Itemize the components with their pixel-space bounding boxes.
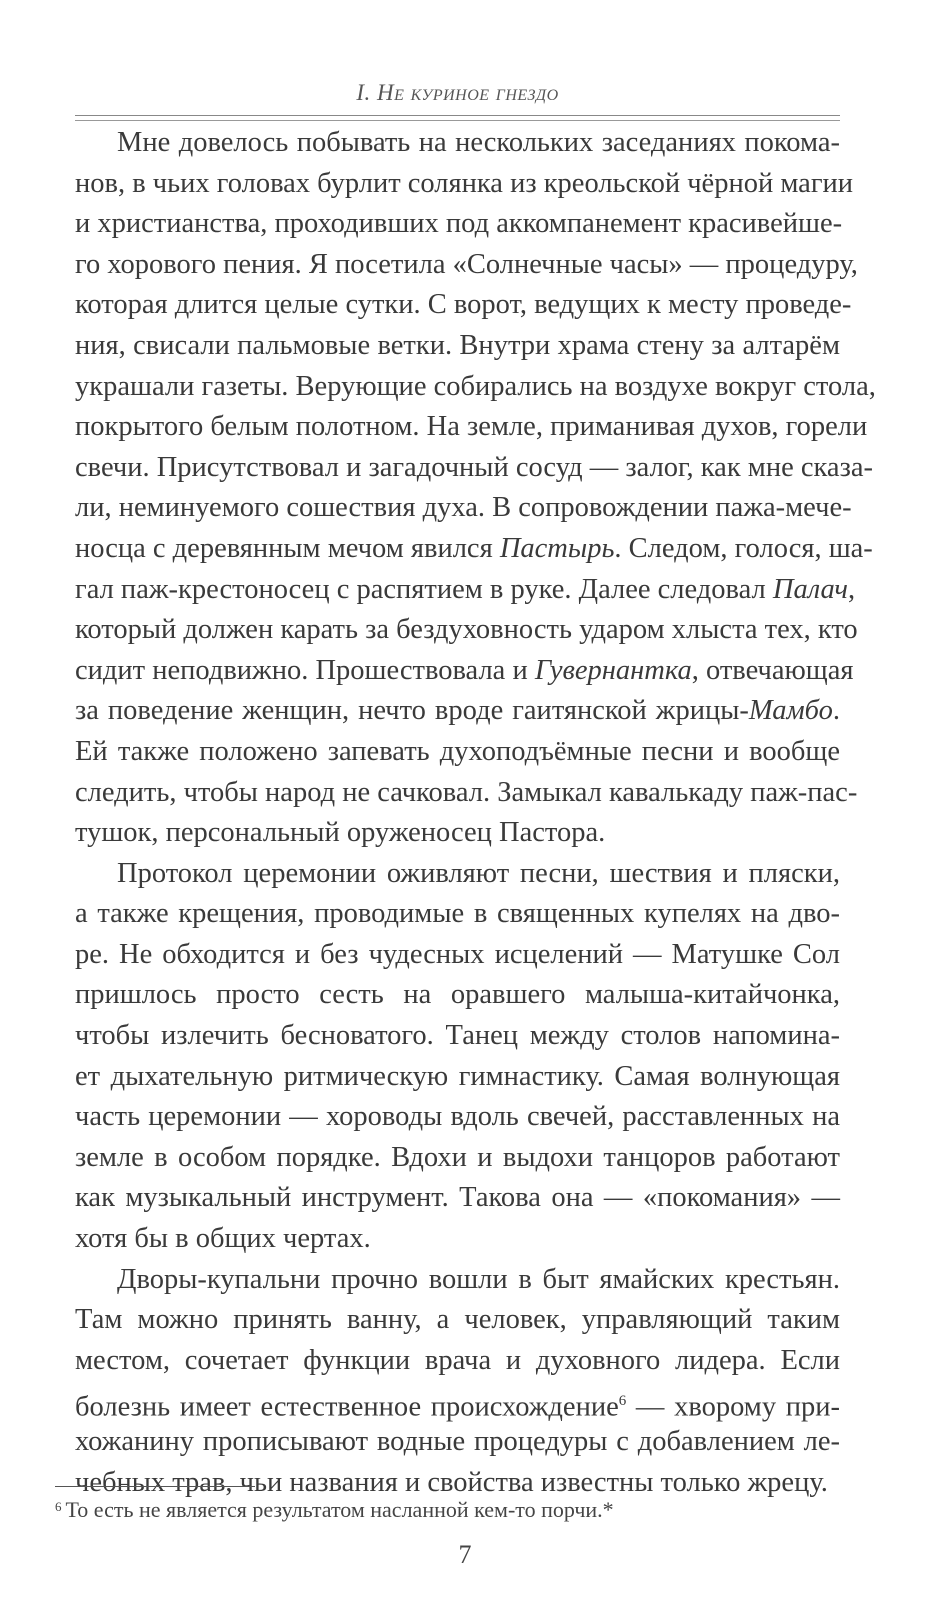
text-segment: — хворому при- bbox=[626, 1391, 840, 1423]
footnote-separator bbox=[55, 1486, 255, 1487]
text-segment: тушок, персональный оруженосец Пастора. bbox=[75, 817, 606, 849]
paragraph bbox=[75, 1260, 840, 1504]
text-line bbox=[75, 732, 840, 773]
italic-term: Палач bbox=[772, 573, 848, 605]
text-line bbox=[75, 204, 843, 245]
text-line bbox=[75, 1381, 840, 1422]
text-segment: , bbox=[847, 573, 856, 605]
text-line bbox=[75, 1219, 840, 1260]
text-line bbox=[75, 773, 858, 814]
text-segment: , отвечающая bbox=[691, 654, 854, 686]
header-rule-thin bbox=[75, 120, 840, 121]
text-line bbox=[75, 1178, 840, 1219]
text-segment: украшали газеты. Верующие собирались на воздухе вокруг стола, bbox=[75, 370, 876, 402]
text-line bbox=[75, 448, 873, 489]
text-segment: Дворы-купальни прочно вошли в быт ямайских крестьян. bbox=[117, 1263, 840, 1295]
text-segment: болезнь имеет естественное происхождение bbox=[75, 1391, 619, 1423]
text-segment: . Следом, голося, ша- bbox=[614, 532, 873, 564]
text-segment: гал паж-крестоносец с распятием в руке. Далее следовал bbox=[75, 573, 773, 605]
italic-term: Пастырь bbox=[499, 532, 615, 564]
italic-term: Мамбо bbox=[748, 695, 833, 727]
paragraph bbox=[75, 854, 840, 1260]
text-segment: чебных трав, чьи названия и свойства известны только жрецу. bbox=[75, 1466, 828, 1498]
text-segment: местом, сочетает функции врача и духовного лидера. Если bbox=[75, 1344, 840, 1376]
text-segment: го хорового пения. Я посетила «Солнечные часы» — процедуру, bbox=[75, 248, 858, 280]
text-line bbox=[75, 570, 856, 611]
text-line bbox=[75, 1016, 840, 1057]
text-line bbox=[75, 1422, 840, 1463]
running-header: I. Не куриное гнездо bbox=[356, 80, 559, 105]
text-line bbox=[75, 367, 876, 408]
text-segment: пришлось просто сесть на оравшего малыша-китайчонка, bbox=[75, 979, 840, 1011]
text-line bbox=[75, 1097, 840, 1138]
header-rule bbox=[75, 115, 840, 116]
text-segment: следить, чтобы народ не сачковал. Замыкал кавалькаду паж-пас- bbox=[75, 776, 858, 808]
text-segment: Там можно принять ванну, а человек, управляющий таким bbox=[75, 1304, 840, 1336]
text-segment: сидит неподвижно. Прошествовала и bbox=[75, 654, 535, 686]
text-line bbox=[75, 326, 840, 367]
text-line bbox=[75, 245, 858, 286]
paragraph bbox=[75, 123, 876, 854]
footnote bbox=[55, 1497, 614, 1523]
text-line bbox=[75, 854, 840, 895]
text-segment: Ей также положено запевать духоподъёмные песни и вообще bbox=[75, 735, 840, 767]
text-segment: а также крещения, проводимые в священных купелях на дво- bbox=[75, 898, 840, 930]
text-segment: . bbox=[832, 695, 840, 727]
footnote-marker: 6 bbox=[55, 1499, 62, 1514]
text-line bbox=[75, 164, 854, 205]
text-line bbox=[75, 407, 868, 448]
text-line bbox=[75, 894, 840, 935]
footnote-text: То есть не является результатом насланной кем-то порчи.* bbox=[65, 1497, 614, 1522]
text-line bbox=[75, 1300, 840, 1341]
text-line bbox=[75, 529, 873, 570]
text-line bbox=[75, 1260, 840, 1301]
text-segment: который должен карать за бездуховность ударом хлыста тех, кто bbox=[75, 614, 858, 646]
italic-term: Гувернантка bbox=[534, 654, 692, 686]
text-segment: носца с деревянным мечом явился bbox=[75, 532, 500, 564]
text-line bbox=[75, 691, 840, 732]
text-segment: Мне довелось побывать на нескольких заседаниях покома- bbox=[117, 127, 840, 158]
text-segment: покрытого белым полотном. На земле, приманивая духов, горели bbox=[75, 411, 868, 443]
text-line bbox=[75, 813, 840, 854]
text-segment: ния, свисали пальмовые ветки. Внутри храма стену за алтарём bbox=[75, 329, 840, 361]
text-segment: часть церемонии — хороводы вдоль свечей, расставленных на bbox=[75, 1101, 840, 1133]
text-segment: земле в особом порядке. Вдохи и выдохи танцоров работают bbox=[75, 1141, 840, 1173]
text-line bbox=[75, 935, 840, 976]
text-segment: как музыкальный инструмент. Такова она — «покомания» — bbox=[75, 1182, 840, 1214]
text-line bbox=[75, 975, 840, 1016]
text-segment: нов, в чьих головах бурлит солянка из креольской чёрной магии bbox=[75, 167, 854, 199]
text-segment: чтобы излечить бесноватого. Танец между столов напомина- bbox=[75, 1020, 840, 1052]
body-text bbox=[75, 123, 876, 1503]
text-segment: ет дыхательную ритмическую гимнастику. Самая волнующая bbox=[75, 1060, 840, 1092]
text-segment: свечи. Присутствовал и загадочный сосуд — залог, как мне сказа- bbox=[75, 451, 873, 483]
text-line bbox=[75, 1138, 840, 1179]
text-segment: хотя бы в общих чертах. bbox=[75, 1223, 371, 1255]
text-line bbox=[75, 651, 854, 692]
footnote-reference: 6 bbox=[618, 1393, 627, 1410]
text-segment: и христианства, проходивших под аккомпанемент красивейше- bbox=[75, 208, 843, 240]
text-line bbox=[75, 1341, 840, 1382]
text-segment: хожанину прописывают водные процедуры с добавлением ле- bbox=[75, 1426, 840, 1457]
text-line bbox=[75, 1057, 840, 1098]
text-segment: ре. Не обходится и без чудесных исцелений — Матушке Сол bbox=[75, 938, 840, 970]
text-line bbox=[75, 488, 852, 529]
page-number: 7 bbox=[458, 1540, 472, 1569]
text-segment: ли, неминуемого сошествия духа. В сопровождении пажа-мече- bbox=[75, 492, 852, 524]
text-segment: которая длится целые сутки. С ворот, ведущих к месту проведе- bbox=[75, 289, 852, 321]
text-line bbox=[75, 285, 852, 326]
text-line bbox=[75, 610, 858, 651]
text-segment: за поведение женщин, нечто вроде гаитянской жрицы- bbox=[75, 695, 749, 727]
text-segment: Протокол церемонии оживляют песни, шествия и пляски, bbox=[117, 857, 840, 889]
text-line bbox=[75, 123, 840, 164]
